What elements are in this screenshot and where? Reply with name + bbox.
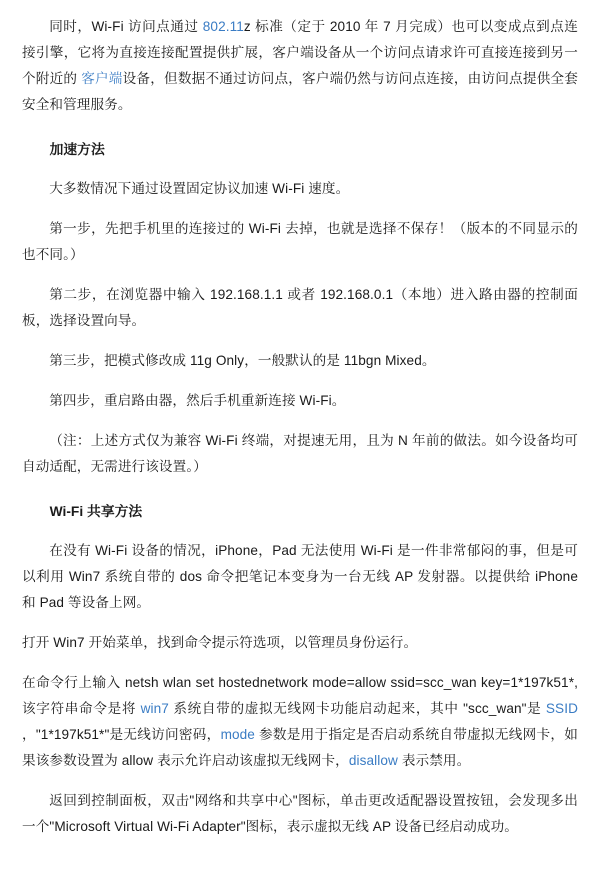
text-run: 打开 Win7 开始菜单，找到命令提示符选项，以管理员身份运行。 (22, 635, 418, 650)
text-run: 在没有 Wi-Fi 设备的情况，iPhone，Pad 无法使用 Wi-Fi 是一件非常郁闷的事，但是可以利用 Win7 系统自带的 dos 命令把笔记本变身为一台无线 AP 发射器。以提供给 iPhone 和 Pad 等设备上网。 (22, 543, 578, 610)
text-run: z 标准（定于 2010 年 7 月完成）也可以变成点到点连接引擎，它将为直接连接配置提供扩展，客户端设备从一个访问点请求许可直接连接到另一个附近的 (22, 19, 578, 86)
para-speedup-intro (22, 176, 578, 202)
text-run: 第一步，先把手机里的连接过的 Wi-Fi 去掉，也就是选择不保存！（版本的不同显示的也不同。） (22, 221, 578, 262)
text-run: 同时，Wi-Fi 访问点通过 (49, 19, 203, 34)
inline-link[interactable]: 客户端 (81, 71, 123, 86)
text-run: 在命令行上输入 netsh wlan set hostednetwork mode=allow ssid=scc_wan key=1*197k51*,该字符串命令是将 (22, 675, 578, 716)
document-body (22, 14, 578, 840)
text-run: ，"1*197k51*"是无线访问密码， (22, 727, 221, 742)
heading-speedup (22, 138, 578, 162)
inline-link[interactable]: win7 (140, 701, 169, 716)
text-run: （注：上述方式仅为兼容 Wi-Fi 终端，对提速无用，且为 N 年前的做法。如今设备均可自动适配，无需进行该设置。） (22, 433, 578, 474)
para-step-1 (22, 216, 578, 268)
text-run: 设备，但数据不通过访问点，客户端仍然与访问点连接，由访问点提供全套安全和管理服务。 (22, 71, 578, 112)
para-step-2 (22, 282, 578, 334)
para-step-3 (22, 348, 578, 374)
para-step-4 (22, 388, 578, 414)
text-run: 表示禁用。 (397, 753, 471, 768)
heading-share (22, 500, 578, 524)
text-run: 加速方法 (49, 142, 105, 157)
inline-link[interactable]: mode (220, 727, 255, 742)
text-run: Wi-Fi 共享方法 (49, 504, 143, 519)
para-open-start-menu (22, 630, 578, 656)
inline-link[interactable]: disallow (348, 753, 398, 768)
para-note (22, 428, 578, 480)
text-run: 第三步，把模式修改成 11g Only，一般默认的是 11bgn Mixed。 (49, 353, 436, 368)
para-share-intro (22, 538, 578, 616)
text-run: 系统自带的虚拟无线网卡功能启动起来，其中 "scc_wan"是 (168, 701, 546, 716)
para-netsh-command (22, 670, 578, 774)
inline-link[interactable]: SSID (545, 701, 578, 716)
text-run: 返回到控制面板，双击"网络和共享中心"图标，单击更改适配器设置按钮，会发现多出一个"Microsoft Virtual Wi-Fi Adapter"图标，表示虚拟无线 AP 设备已经启动成功。 (22, 793, 578, 834)
para-control-panel (22, 788, 578, 840)
para-wifi-direct (22, 14, 578, 118)
text-run: 大多数情况下通过设置固定协议加速 Wi-Fi 速度。 (49, 181, 350, 196)
text-run: 参数是用于指定是否启动系统自带虚拟无线网卡，如果该参数设置为 allow 表示允许启动该虚拟无线网卡， (22, 727, 578, 768)
text-run: 第四步，重启路由器，然后手机重新连接 Wi-Fi。 (49, 393, 346, 408)
inline-link[interactable]: 802.11 (202, 19, 244, 34)
text-run: 第二步，在浏览器中输入 192.168.1.1 或者 192.168.0.1（本地）进入路由器的控制面板，选择设置向导。 (22, 287, 578, 328)
